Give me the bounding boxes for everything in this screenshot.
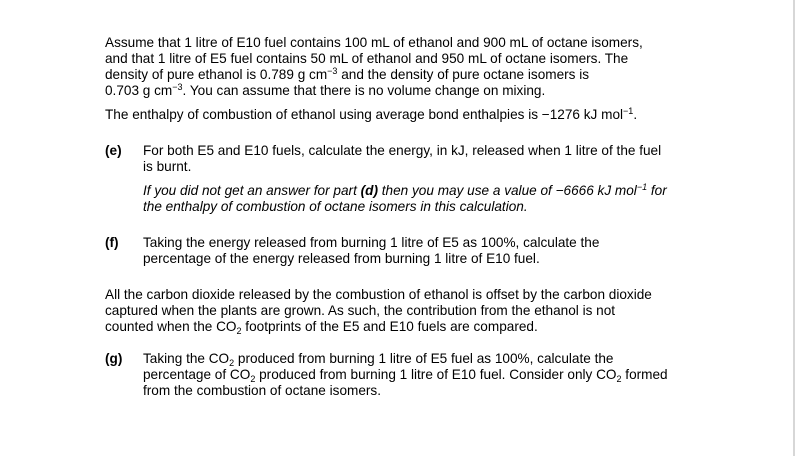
intro-line-4 [105,83,545,99]
carbon-line-3-text-end: footprints of the E5 and E10 fuels are compared. [241,319,538,334]
part-e-note-text: If you did not get an answer for part [143,183,361,198]
co2-subscript: 2 [250,374,256,384]
part-g-line-2-text-mid: produced from burning 1 litre of E10 fuel. Consider only CO [255,367,617,382]
intro-line-3-text-end: and the density of pure octane isomers is [337,67,590,82]
intro-line-4-text: 0.703 g cm [105,83,173,98]
part-g-label: (g) [105,351,123,366]
part-e-note-text-2: then you may use a value of −6666 kJ mol [378,183,637,198]
part-g-line-1-text: Taking the CO [143,351,230,366]
part-f-line-2: percentage of the energy released from burning 1 litre of E10 fuel. [143,251,540,266]
carbon-line-2: captured when the plants are grown. As such, the contribution from the ethanol is not [105,303,616,318]
part-g-line-2-text: percentage of CO [143,367,251,382]
enthalpy-end: . [633,107,638,122]
part-e-line-2: is burnt. [143,159,192,174]
part-g-line-2-text-end: formed [621,367,668,382]
unit-exponent: −1 [623,106,634,116]
part-g-line-1 [143,351,614,367]
part-e-note-line-1 [143,183,667,199]
part-e-line-1: For both E5 and E10 fuels, calculate the energy, in kJ, released when 1 litre of the fuel [143,143,662,158]
part-d-reference: (d) [360,183,378,198]
carbon-line-3 [105,319,538,335]
part-e-label: (e) [105,143,122,158]
intro-line-3 [105,67,589,83]
intro-line-3-text: density of pure ethanol is 0.789 g cm [105,67,328,82]
part-f-line-1: Taking the energy released from burning 1 litre of E5 as 100%, calculate the [143,235,600,250]
unit-exponent: −3 [172,82,183,92]
co2-subscript: 2 [616,374,622,384]
part-g-line-1-text-end: produced from burning 1 litre of E5 fuel as 100%, calculate the [234,351,614,366]
co2-subscript: 2 [229,358,235,368]
part-g-line-2 [143,367,668,383]
carbon-line-3-text: counted when the CO [105,319,237,334]
part-e-note-text-3: for [647,183,667,198]
intro-line-1: Assume that 1 litre of E10 fuel contains 100 mL of ethanol and 900 mL of octane isomers, [105,35,643,50]
intro-line-2: and that 1 litre of E5 fuel contains 50 mL of ethanol and 950 mL of octane isomers. The [105,51,629,66]
co2-subscript: 2 [236,326,242,336]
intro-line-4-text-end: . You can assume that there is no volume change on mixing. [182,83,546,98]
unit-exponent: −3 [327,66,338,76]
enthalpy-statement [105,107,637,123]
part-f-label: (f) [105,235,119,250]
carbon-line-1: All the carbon dioxide released by the combustion of ethanol is offset by the carbon dioxide [105,287,652,302]
part-g-line-3: from the combustion of octane isomers. [143,383,381,398]
enthalpy-text: The enthalpy of combustion of ethanol using average bond enthalpies is −1276 kJ mol [105,107,624,122]
unit-exponent: −1 [636,182,648,192]
part-e-note-line-2: the enthalpy of combustion of octane isomers in this calculation. [143,199,528,214]
